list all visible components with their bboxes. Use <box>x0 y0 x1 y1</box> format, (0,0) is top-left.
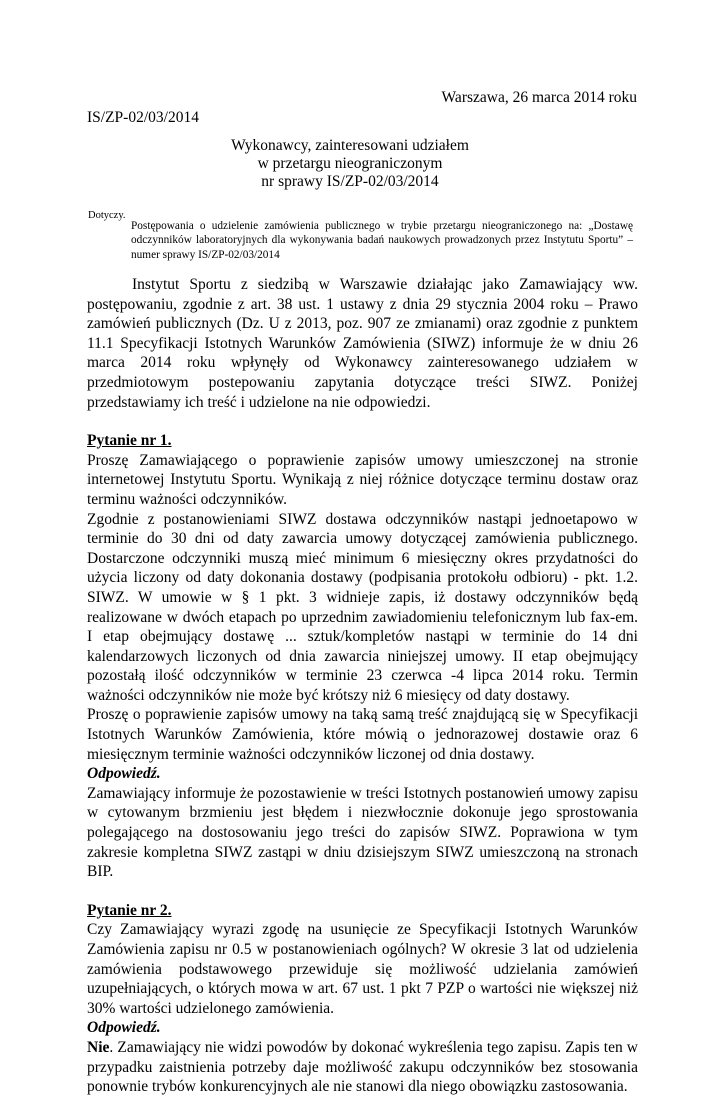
addressee-line-1: Wykonawcy, zainteresowani udziałem <box>231 137 469 154</box>
document-body <box>87 275 638 1097</box>
question-2-heading: Pytanie nr 2. <box>87 901 172 919</box>
question-1-text-2: Zgodnie z postanowieniami SIWZ dostawa odczynników nastąpi jednoetapowo w terminie do 30 dni od daty zawarcia umowy dotyczącej zamówienia publicznego. Dostarczone odczynniki muszą mieć minimum 6 miesięczny okres przydatności do użycia liczony od daty dokonania dostawy (podpisania protokołu odbioru) - pkt. 1.2. SIWZ. W umowie w § 1 pkt. 3 widnieje zapis, iż dostawy odczynników będą realizowane w dwóch etapach po uprzednim zawiadomieniu telefonicznym lub fax-em. I etap obejmujący dostawę ... sztuk/kompletów nastąpi w terminie do 14 dni kalendarzowych liczonych od dnia zawarcia niniejszej umowy. II etap obejmujący pozostałą ilość odczynników w terminie 23 czerwca -4 lipca 2014 roku. Termin ważności odczynników nie może być krótszy niż 6 miesięcy od daty dostawy. <box>87 510 638 704</box>
reference-number: IS/ZP-02/03/2014 <box>87 109 199 126</box>
answer-1-text: Zamawiający informuje że pozostawienie w treści Istotnych postanowień umowy zapisu w cytowanym brzmieniu jest błędem i niezwłocznie dokonuje jego sprostowania polegającego na dostosowaniu jego treści do zapisów SIWZ. Poprawiona w tym zakresie kompletna SIWZ zastąpi w dniu dzisiejszym SIWZ umieszczoną na stronach BIP. <box>87 784 638 881</box>
question-1-text-3: Proszę o poprawienie zapisów umowy na taką samą treść znajdującą się w Specyfikacji Istotnych Warunków Zamówienia, które mówią o jednorazowej dostawie oraz 6 miesięcznym terminie ważności odczynników liczonej od dnia dostawy. <box>87 706 638 763</box>
answer-1-heading: Odpowiedź. <box>87 765 161 783</box>
addressee-line-2: w przetargu nieograniczonym <box>257 155 443 172</box>
city-date: Warszawa, 26 marca 2014 roku <box>441 89 637 106</box>
answer-2-heading: Odpowiedź. <box>87 1019 161 1037</box>
addressee-line-3: nr sprawy IS/ZP-02/03/2014 <box>261 173 439 190</box>
question-1-heading: Pytanie nr 1. <box>87 432 172 450</box>
addressee-block <box>200 137 500 191</box>
answer-2-bold: Nie <box>87 1038 110 1056</box>
subject-label: Dotyczy. <box>88 210 126 221</box>
answer-2-text <box>87 1038 638 1097</box>
intro-paragraph: Instytut Sportu z siedzibą w Warszawie działając jako Zamawiający ww. postępowaniu, zgodnie z art. 38 ust. 1 ustawy z dnia 29 stycznia 2004 roku – Prawo zamówień publicznych (Dz. U z 2013, poz. 907 ze zmianami) oraz zgodnie z punktem 11.1 Specyfikacji Istotnych Warunków Zamówienia (SIWZ) informuje że w dniu 26 marca 2014 roku wpłynęły od Wykonawcy zainteresowanego udziałem w przedmiotowym postepowaniu zapytania dotyczące treści SIWZ. Poniżej przedstawiamy ich treść i udzielone na nie odpowiedzi. <box>87 276 638 411</box>
question-2-text: Czy Zamawiający wyrazi zgodę na usunięcie ze Specyfikacji Istotnych Warunków Zamówienia zapisu nr 0.5 w postanowieniach ogólnych? W okresie 3 lat od udzielenia zamówienia podstawowego przewiduje się możliwość udzielania zamówień uzupełniających, o których mowa w art. 67 ust. 1 pkt 7 PZP o wartości nie większej niż 30% wartości udzielonego zamówienia. <box>87 921 638 1017</box>
subject-text: Postępowania o udzielenie zamówienia publicznego w trybie przetargu nieograniczonego na: „Dostawę odczynników laboratoryjnych dla wykonywania badań naukowych prowadzonych przez Instytutu Sportu” – numer sprawy IS/ZP-02/03/2014 <box>131 220 633 261</box>
question-1-text: Proszę Zamawiającego o poprawienie zapisów umowy umieszczonej na stronie internetowej Instytutu Sportu. Wynikają z niej różnice dotyczące terminu dostaw oraz terminu ważności odczynników. <box>87 451 638 508</box>
answer-2-rest: . Zamawiający nie widzi powodów by dokonać wykreślenia tego zapisu. Zapis ten w przypadku zaistnienia potrzeby daje możliwość zakupu odczynników bez stosowania ponownie trybów konkurencyjnych ale nie stanowi dla niego obowiązku zastosowania. <box>87 1038 638 1096</box>
